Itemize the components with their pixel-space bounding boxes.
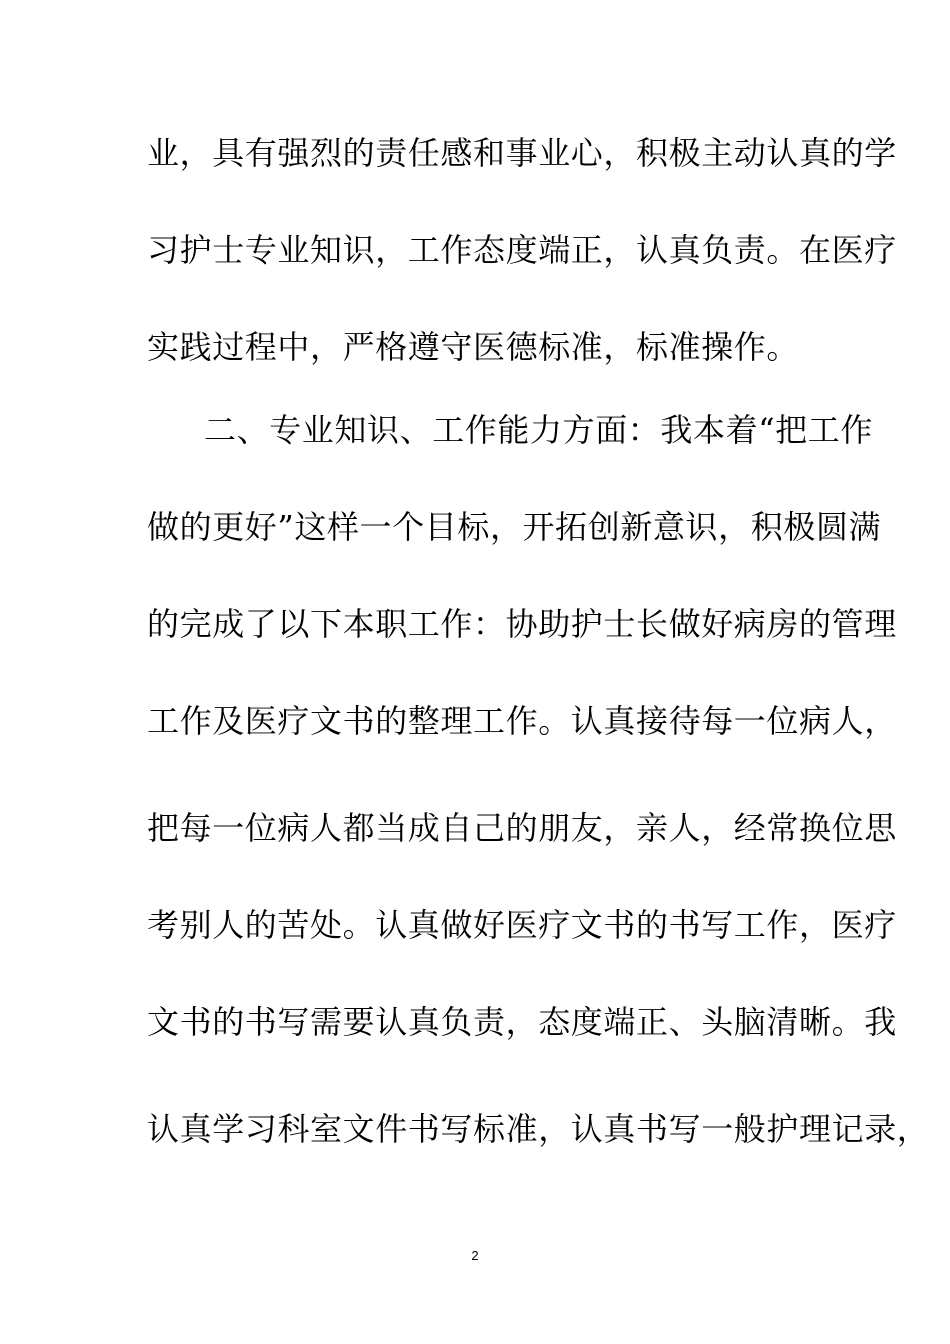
body-text-line-6: 的完成了以下本职工作：协助护士长做好病房的管理 (147, 605, 897, 643)
body-text-line-10: 文书的书写需要认真负责，态度端正、头脑清晰。我 (147, 1003, 897, 1041)
body-text-line-9: 考别人的苦处。认真做好医疗文书的书写工作，医疗 (147, 906, 897, 944)
body-text-line-5: 做的更好”这样一个目标，开拓创新意识，积极圆满 (147, 508, 882, 546)
body-text-line-3: 实践过程中，严格遵守医德标准，标准操作。 (147, 328, 800, 366)
body-text-line-2: 习护士专业知识，工作态度端正，认真负责。在医疗 (147, 231, 897, 269)
page-number: 2 (471, 1248, 479, 1263)
body-text-line-7: 工作及医疗文书的整理工作。认真接待每一位病人， (147, 702, 897, 740)
body-text-line-11: 认真学习科室文件书写标准，认真书写一般护理记录， (147, 1110, 930, 1148)
body-text-line-8: 把每一位病人都当成自己的朋友，亲人，经常换位思 (147, 809, 897, 847)
section-heading-line: 二、专业知识、工作能力方面：我本着“把工作 (204, 411, 873, 449)
body-text-line-1: 业，具有强烈的责任感和事业心，积极主动认真的学 (147, 134, 897, 172)
